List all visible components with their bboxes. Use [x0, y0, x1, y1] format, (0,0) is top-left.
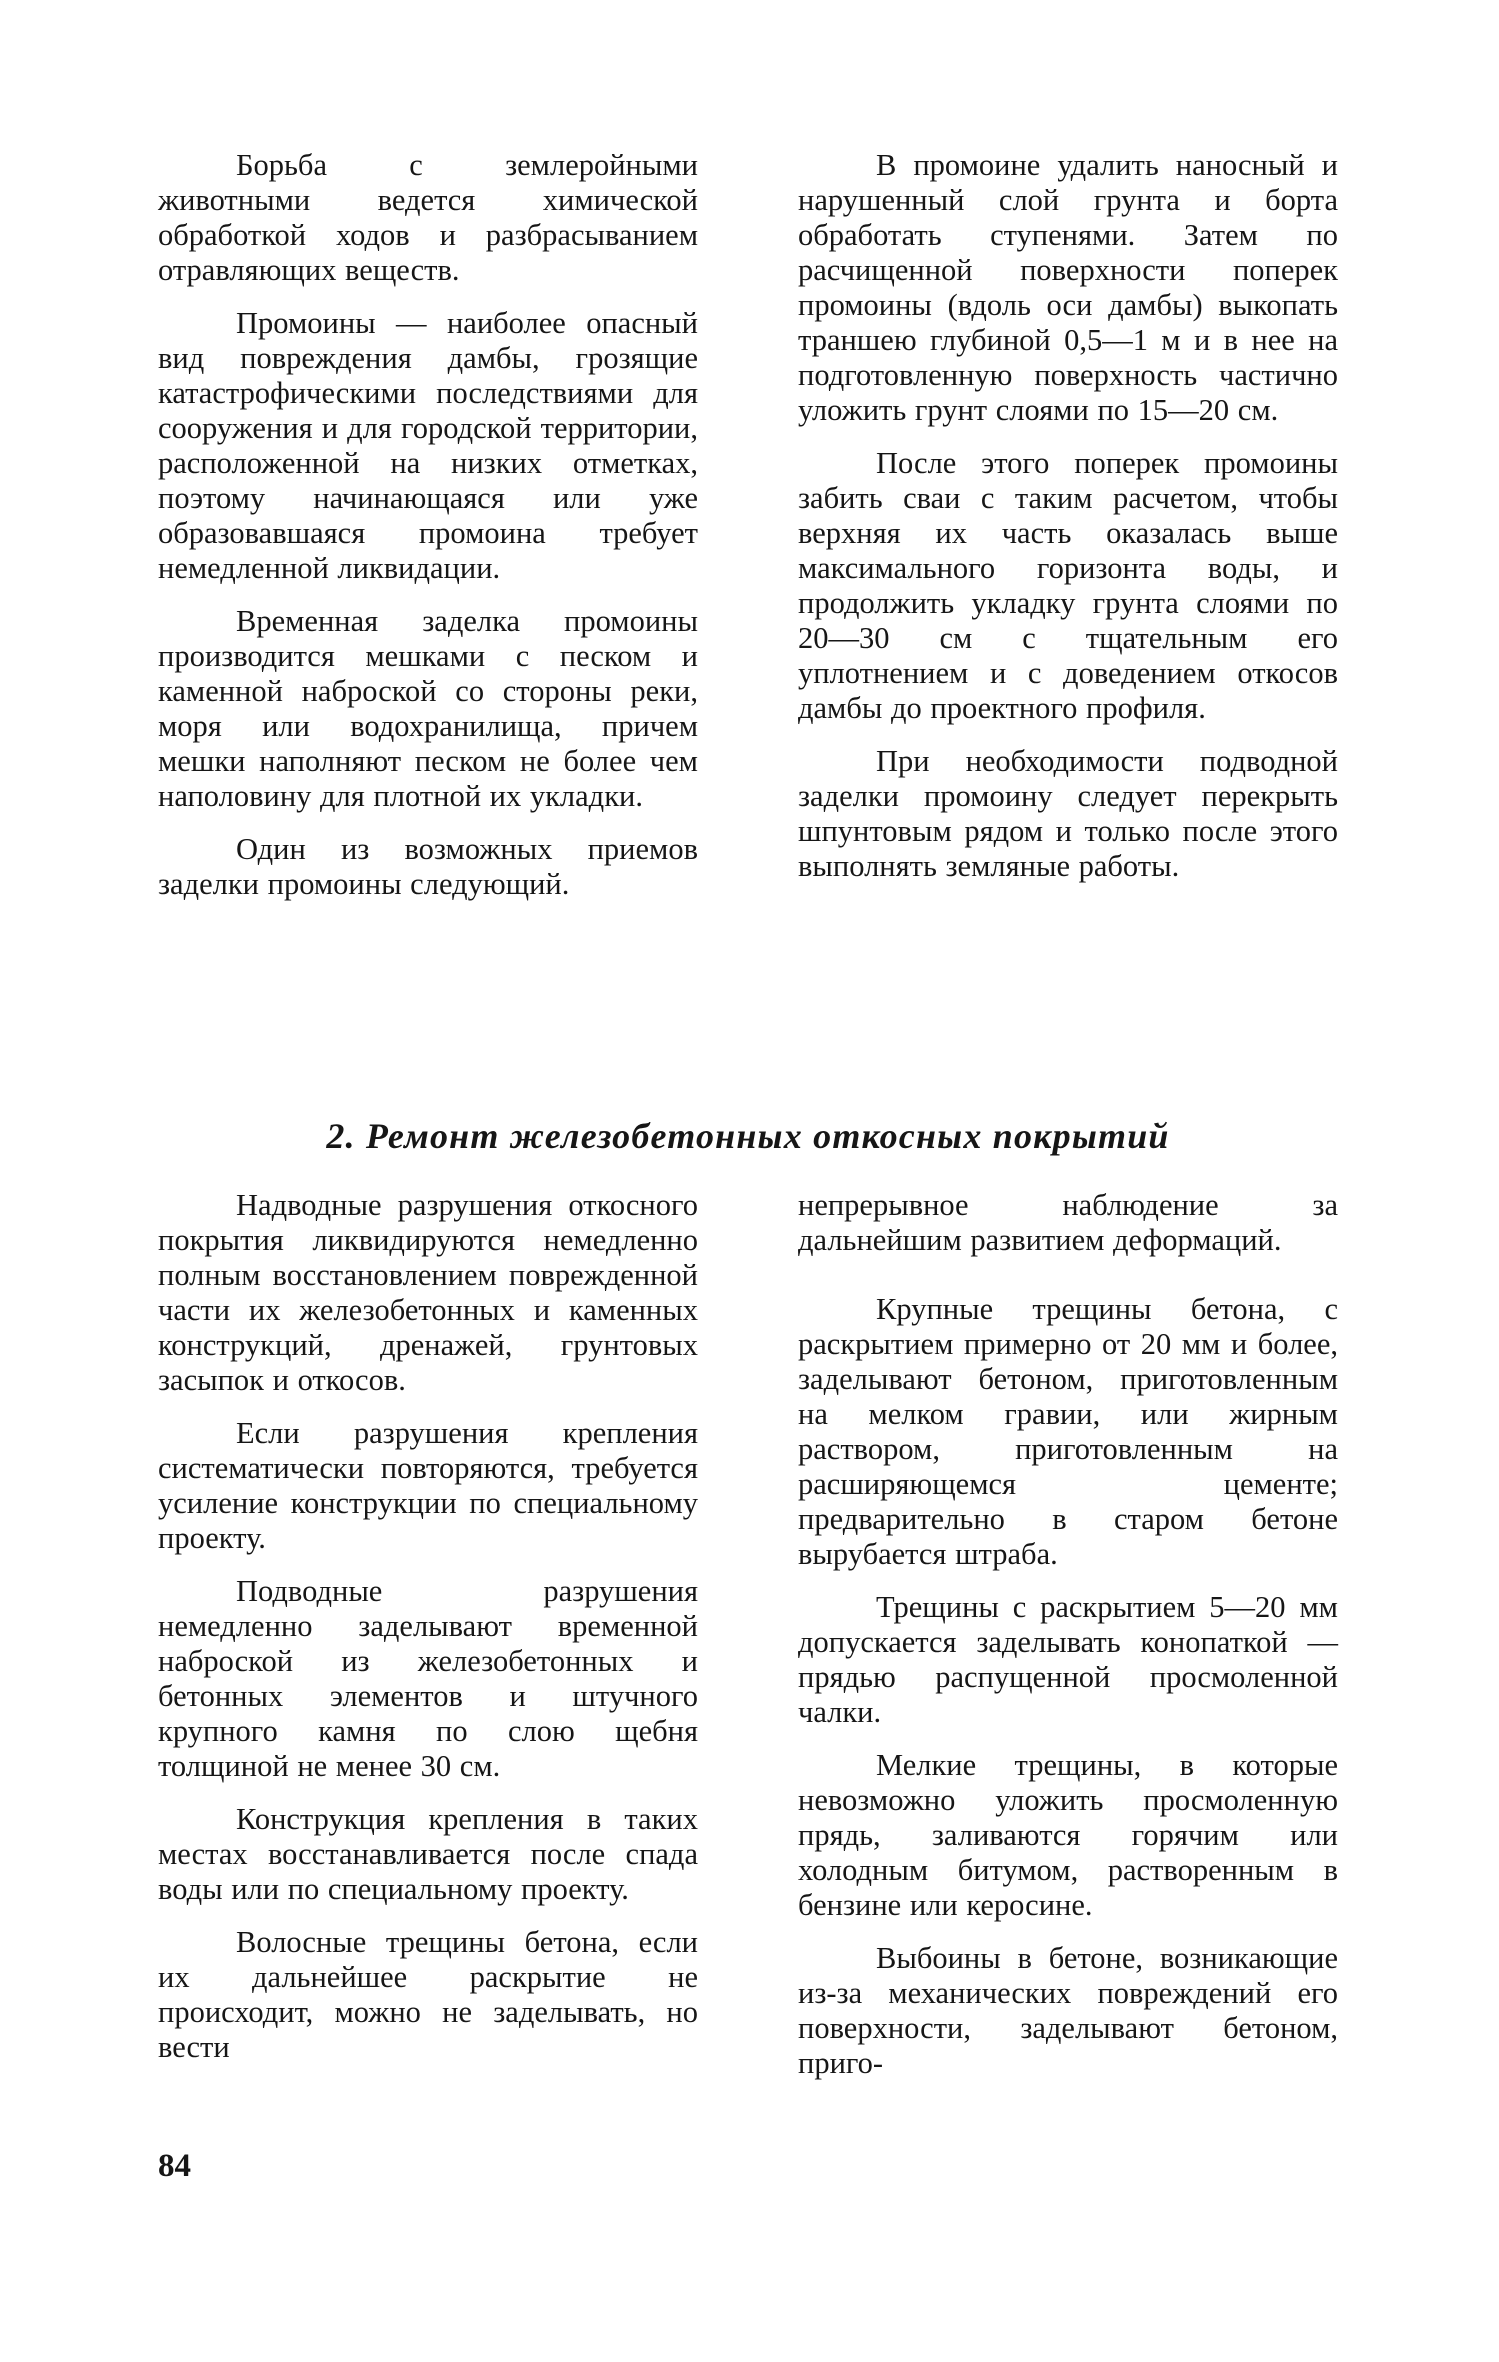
- paragraph-remove-soil: В промоине удалить наносный и нарушенный слой грунта и борта обработать ступенями. Затем по расчищенной поверхности поперек промоины (вдоль оси дамбы) выкопать траншею глубиной 0,5—1 м и в нее на подготовленную поверхность частично уложить грунт слоями по 15—20 см.: [798, 148, 1338, 427]
- paragraph-burrowing-animals: Борьба с землеройными животными ведется химической обработкой ходов и разбрасыванием отравляющих веществ.: [158, 148, 698, 287]
- page-number: 84: [158, 2148, 191, 2184]
- paragraph-restoration: Конструкция крепления в таких местах восстанавливается после спада воды или по специальному проекту.: [158, 1802, 698, 1906]
- paragraph-small-cracks: Мелкие трещины, в которые невозможно уложить просмоленную прядь, заливаются горячим или холодным битумом, растворенным в бензине или керосине.: [798, 1748, 1338, 1922]
- bottom-left-column: [158, 1188, 698, 2083]
- bottom-right-column: [798, 1188, 1338, 2099]
- paragraph-underwater-damage: Подводные разрушения немедленно заделывают временной наброской из железобетонных и бетонных элементов и штучного крупного камня по слою щебня толщиной не менее 30 см.: [158, 1574, 698, 1783]
- paragraph-potholes: Выбоины в бетоне, возникающие из-за механических повреждений его поверхности, заделывают бетоном, приго-: [798, 1941, 1338, 2080]
- paragraph-underwater-sheet-pile: При необходимости подводной заделки промоину следует перекрыть шпунтовым рядом и только после этого выполнять земляные работы.: [798, 744, 1338, 883]
- paragraph-repeated-damage: Если разрушения крепления систематически повторяются, требуется усиление конструкции по специальному проекту.: [158, 1416, 698, 1555]
- paragraph-large-cracks: Крупные трещины бетона, с раскрытием примерно от 20 мм и более, заделывают бетоном, приготовленным на мелком гравии, или жирным раствором, приготовленным на расширяющемся цементе; предварительно в старом бетоне вырубается штраба.: [798, 1292, 1338, 1571]
- paragraph-hairline-cracks: Волосные трещины бетона, если их дальнейшее раскрытие не происходит, можно не заделывать, но вести: [158, 1925, 698, 2064]
- top-left-column: [158, 148, 698, 920]
- paragraph-above-water-damage: Надводные разрушения откосного покрытия ликвидируются немедленно полным восстановлением поврежденной части их железобетонных и каменных конструкций, дренажей, грунтовых засыпок и откосов.: [158, 1188, 698, 1397]
- paragraph-observation-continued: непрерывное наблюдение за дальнейшим развитием деформаций.: [798, 1188, 1338, 1257]
- paragraph-washouts-danger: Промоины — наиболее опасный вид повреждения дамбы, грозящие катастрофическими последствиями для сооружения и для городской территории, расположенной на низких отметках, поэтому начинающаяся или уже образовавшаяся промоина требует немедленной ликвидации.: [158, 306, 698, 585]
- paragraph-repair-method-intro: Один из возможных приемов заделки промоины следующий.: [158, 832, 698, 901]
- paragraph-drive-piles: После этого поперек промоины забить сваи с таким расчетом, чтобы верхняя их часть оказалась выше максимального горизонта воды, и продолжить укладку грунта слоями по 20—30 см с тщательным его уплотнением и с доведением откосов дамбы до проектного профиля.: [798, 446, 1338, 725]
- paragraph-medium-cracks: Трещины с раскрытием 5—20 мм допускается заделывать конопаткой — прядью распущенной просмоленной чалки.: [798, 1590, 1338, 1729]
- section-title: 2. Ремонт железобетонных откосных покрытий: [326, 1116, 1170, 1156]
- paragraph-temporary-repair: Временная заделка промоины производится мешками с песком и каменной наброской со стороны реки, моря или водохранилища, причем мешки наполняют песком не более чем наполовину для плотной их укладки.: [158, 604, 698, 813]
- top-right-column: [798, 148, 1338, 902]
